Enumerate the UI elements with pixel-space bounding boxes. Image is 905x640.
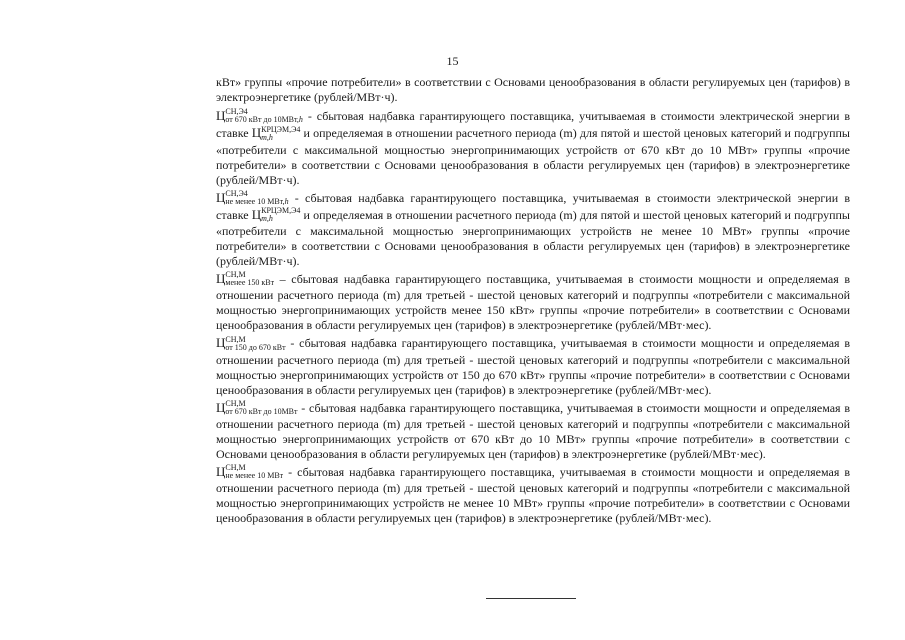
definition-paragraph xyxy=(216,335,850,397)
definition-text: - сбытовая надбавка гарантирующего поставщика, учитываемая в стоимости мощности и определяемая в отношении расчетного периода (m) для третьей - шестой ценовых категорий и подгруппы «потребители с максимальной мощностью энергопринимающих устройств от 150 до 670 кВт» группы «прочие потребители» в соответствии с Основами ценообразования в области регулируемых цен (тарифов) в электроэнергетике (рублей/МВт·мес). xyxy=(216,336,850,397)
definition-paragraph xyxy=(216,271,850,333)
definition-paragraph xyxy=(216,400,850,462)
formula-symbol: Ц СН,М не менее 10 МВт xyxy=(216,463,284,480)
formula-symbol: Ц СН,М менее 150 кВт xyxy=(216,270,275,288)
definition-paragraph xyxy=(216,190,850,270)
definition-paragraph xyxy=(216,108,850,188)
page-number: 15 xyxy=(446,54,459,68)
definition-text: - сбытовая надбавка гарантирующего поставщика, учитываемая в стоимости мощности и определяемая в отношении расчетного периода (m) для третьей - шестой ценовых категорий и подгруппы «потребители с максимальной мощностью энергопринимающих устройств не менее 10 МВт» группы «прочие потребители» в соответствии с Основами ценообразования в области регулируемых цен (тарифов) в электроэнергетике (рублей/МВт·мес). xyxy=(216,464,850,525)
formula-symbol: Ц СН,Э4 от 670 кВт до 10МВт,h xyxy=(216,107,303,125)
document-body xyxy=(216,75,850,528)
definition-text: и определяемая в отношении расчетного периода (m) для пятой и шестой ценовых категорий и подгруппы «потребители с максимальной мощностью энергопринимающих устройств не менее 10 МВт» группы «прочие потребители» в соответствии с Основами ценообразования в области регулируемых цен (тарифов) в электроэнергетике (рублей/МВт·ч). xyxy=(216,207,850,268)
continuation-paragraph: кВт» группы «прочие потребители» в соответствии с Основами ценообразования в области регулируемых цен (тарифов) в электроэнергетике (рублей/МВт·ч). xyxy=(216,75,850,104)
definition-text: - сбытовая надбавка гарантирующего поставщика, учитываемая в стоимости электрической энергии в ставке xyxy=(216,190,850,222)
formula-symbol: Ц СН,Э4 не менее 10 МВт,h xyxy=(216,188,289,206)
inline-formula-symbol: Ц КРЦЭМ,Э4 m,h xyxy=(251,206,301,223)
definition-text: - сбытовая надбавка гарантирующего поставщика, учитываемая в стоимости мощности и определяемая в отношении расчетного периода (m) для третьей - шестой ценовых категорий и подгруппы «потребители с максимальной мощностью энергопринимающих устройств от 670 кВт до 10 МВт» группы «прочие потребители» в соответствии с Основами ценообразования в области регулируемых цен (тарифов) в электроэнергетике (рублей/МВт·мес). xyxy=(216,400,850,461)
definition-paragraph xyxy=(216,464,850,526)
formula-symbol: Ц СН,М от 670 кВт до 10МВт xyxy=(216,398,298,416)
definition-text: и определяемая в отношении расчетного периода (m) для пятой и шестой ценовых категорий и подгруппы «потребители с максимальной мощностью энергопринимающих устройств от 670 кВт до 10 МВт» группы «прочие потребители» в соответствии с Основами ценообразования в области регулируемых цен (тарифов) в электроэнергетике (рублей/МВт·ч). xyxy=(216,126,850,187)
definition-text: - сбытовая надбавка гарантирующего поставщика, учитываемая в стоимости электрической энергии в ставке xyxy=(216,109,850,141)
definition-text: – сбытовая надбавка гарантирующего поставщика, учитываемая в стоимости мощности и определяемая в отношении расчетного периода (m) для третьей - шестой ценовых категорий и подгруппы «потребители с максимальной мощностью энергопринимающих устройств менее 150 кВт» группы «прочие потребители» в соответствии с Основами ценообразования в области регулируемых цен (тарифов) в электроэнергетике (рублей/МВт·мес). xyxy=(216,272,850,333)
footer-rule xyxy=(486,598,576,599)
formula-symbol: Ц СН,М от 150 до 670 кВт xyxy=(216,334,286,352)
inline-formula-symbol: Ц КРЦЭМ,Э4 m,h xyxy=(251,124,301,142)
